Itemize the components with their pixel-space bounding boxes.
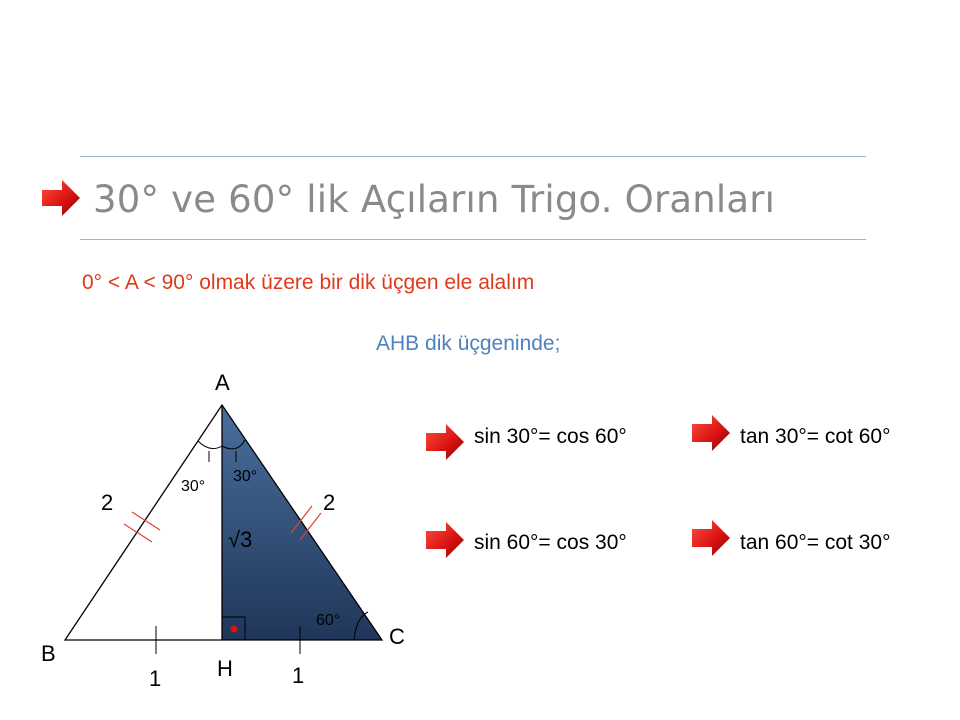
red-arrow-icon: [424, 520, 466, 560]
side-hc-label: 1: [292, 663, 305, 688]
tick-ab-1: [124, 524, 152, 542]
tick-ab-2: [132, 512, 160, 530]
angle-arc-bah: [198, 441, 222, 449]
side-ah-label: √3: [228, 527, 253, 552]
vertex-c-label: C: [389, 624, 405, 649]
vertex-b-label: B: [41, 641, 56, 666]
red-arrow-icon: [424, 422, 466, 462]
vertex-h-label: H: [217, 656, 233, 681]
angle-bah-label: 30°: [181, 478, 206, 495]
side-bh-label: 1: [149, 666, 162, 691]
red-arrow-icon: [690, 413, 732, 453]
formula-sin30: sin 30°= cos 60°: [474, 425, 627, 448]
intro-text: 0° < A < 90° olmak üzere bir dik üçgen ele alalım: [82, 271, 535, 294]
side-ac-label: 2: [323, 490, 336, 515]
formula-sin60: sin 60°= cos 30°: [474, 531, 627, 554]
right-angle-dot: [231, 626, 238, 633]
angle-c-label: 60°: [316, 612, 341, 629]
vertex-a-label: A: [215, 370, 230, 395]
subtitle-text: AHB dik üçgeninde;: [376, 332, 561, 355]
formula-tan60: tan 60°= cot 30°: [740, 531, 891, 554]
slide-title: 30° ve 60° lik Açıların Trigo. Oranları: [93, 178, 776, 221]
red-arrow-icon: [690, 518, 732, 558]
angle-hac-label: 30°: [233, 468, 258, 485]
side-ab-label: 2: [101, 490, 114, 515]
formula-tan30: tan 30°= cot 60°: [740, 425, 891, 448]
